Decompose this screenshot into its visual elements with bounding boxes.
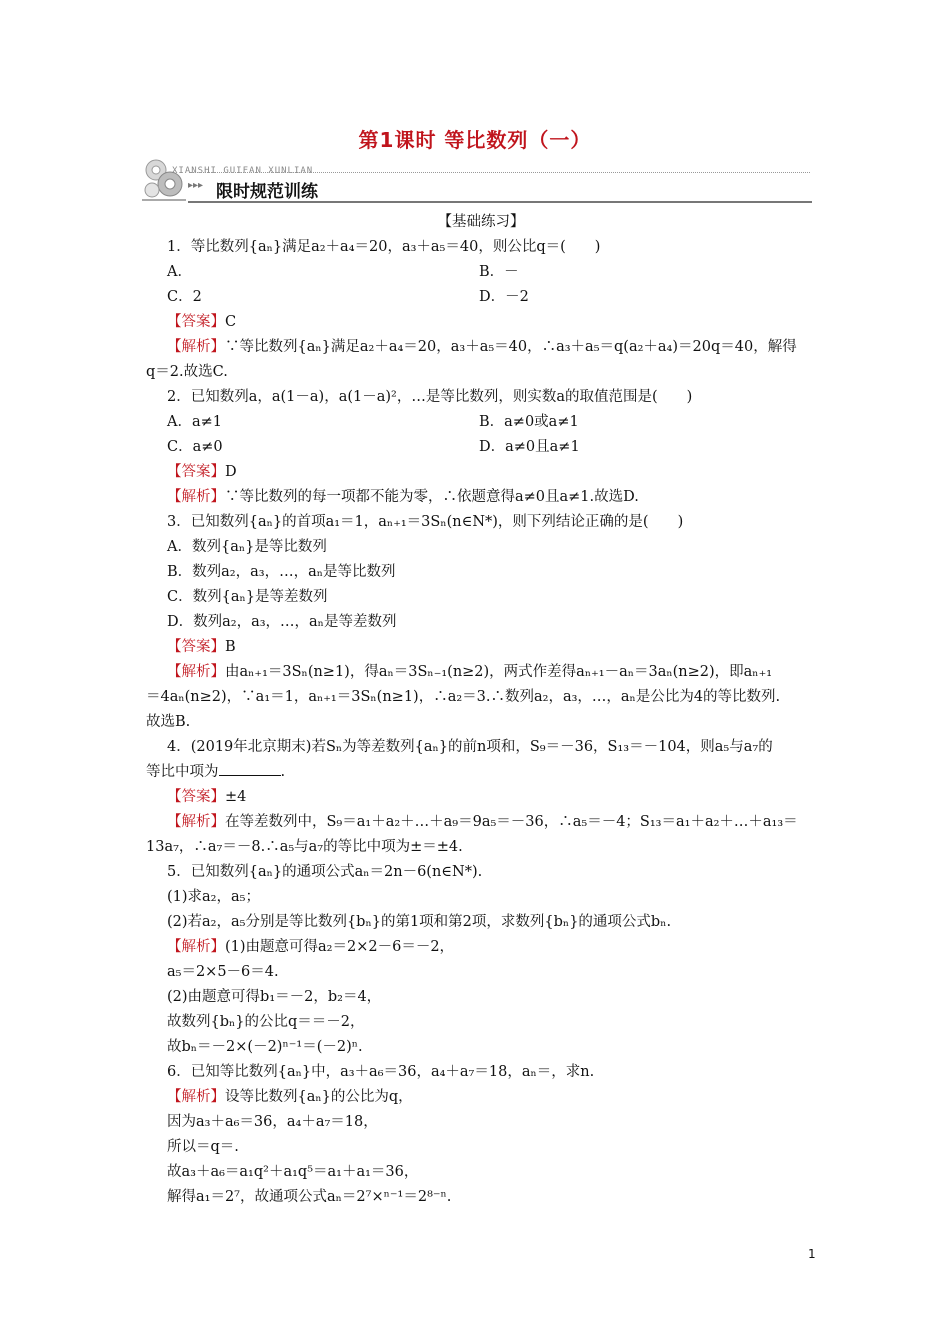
answer-value: D (225, 464, 237, 480)
analysis-line: 解得a₁＝2⁷，故通项公式aₙ＝2⁷×ⁿ⁻¹＝2⁸⁻ⁿ. (167, 1189, 452, 1205)
exercise-content (146, 210, 816, 1210)
answer-value: B (225, 639, 236, 655)
question-6-analysis (146, 1085, 816, 1110)
question-3-analysis (146, 660, 816, 685)
option-b: B．a≠0或a≠1 (479, 414, 579, 430)
question-1-options-row1 (146, 260, 816, 285)
analysis-tag: 【解析】 (167, 664, 225, 680)
option-b: B．－ (479, 264, 519, 280)
analysis-tag: 【解析】 (167, 339, 225, 355)
analysis-tag: 【解析】 (167, 489, 225, 505)
banner-label: 限时规范训练 (216, 182, 318, 202)
question-4-analysis-cont: 13a₇，∴a₇＝－8.∴a₅与a₇的等比中项为±＝±4. (146, 839, 463, 855)
question-3-stem: 3．已知数列{aₙ}的首项a₁＝1，aₙ₊₁＝3Sₙ(n∈N*)，则下列结论正确的是( ) (167, 514, 684, 530)
question-5-analysis (146, 935, 816, 960)
option-c: C．a≠0 (167, 439, 223, 455)
question-5-stem: 5．已知数列{aₙ}的通项公式aₙ＝2n－6(n∈N*). (167, 864, 483, 880)
banner-pinyin: XIANSHI GUIFAN XUNLIAN (172, 166, 314, 176)
question-6-stem: 6．已知等比数列{aₙ}中，a₃＋a₆＝36，a₄＋a₇＝18，aₙ＝，求n. (167, 1064, 595, 1080)
question-4-answer (146, 785, 816, 810)
answer-tag: 【答案】 (167, 464, 225, 480)
banner-dotted-line (190, 172, 810, 173)
analysis-line: 故a₃＋a₆＝a₁q²＋a₁q⁵＝a₁＋a₁＝36， (167, 1164, 419, 1180)
option-c: C．数列{aₙ}是等差数列 (167, 589, 328, 605)
analysis-text: 设等比数列{aₙ}的公比为q， (225, 1089, 413, 1105)
question-4-stem: 4．(2019年北京期末)若Sₙ为等差数列{aₙ}的前n项和，S₉＝－36，S₁₃＝－104，则a₅与a₇的 (167, 739, 773, 755)
question-1-stem: 1．等比数列{aₙ}满足a₂＋a₄＝20，a₃＋a₅＝40，则公比q＝( ) (167, 239, 601, 255)
question-2-options-row1 (146, 410, 816, 435)
question-1-options-row2 (146, 285, 816, 310)
question-3-answer (146, 635, 816, 660)
analysis-line: 所以＝q＝. (167, 1139, 239, 1155)
question-2-analysis (146, 485, 816, 510)
analysis-tag: 【解析】 (167, 814, 225, 830)
question-1-answer (146, 310, 816, 335)
question-3-analysis-end: 故选B. (146, 714, 191, 730)
section-heading: 【基础练习】 (437, 214, 525, 230)
question-4-analysis (146, 810, 816, 835)
analysis-line: a₅＝2×5－6＝4. (167, 964, 279, 980)
analysis-text: ∵等比数列的每一项都不能为零，∴依题意得a≠0且a≠1.故选D. (225, 489, 639, 505)
analysis-line: 因为a₃＋a₆＝36，a₄＋a₇＝18， (167, 1114, 378, 1130)
stem-text: 等比中项为 (146, 764, 219, 780)
question-5-part-2: (2)若a₂，a₅分别是等比数列{bₙ}的第1项和第2项，求数列{bₙ}的通项公式bₙ. (167, 914, 672, 930)
banner-arrows-icon: ▸▸▸ (188, 180, 204, 191)
stem-end: . (280, 764, 286, 780)
answer-value: C (225, 314, 237, 330)
gear-cluster-icon (140, 156, 188, 202)
answer-tag: 【答案】 (167, 789, 225, 805)
analysis-line: (2)由题意可得b₁＝－2，b₂＝4， (167, 989, 382, 1005)
page-title: 第1课时 等比数列（一） (358, 128, 592, 152)
analysis-text: 在等差数列中，S₉＝a₁＋a₂＋…＋a₉＝9a₅＝－36，∴a₅＝－4；S₁₃＝a₁＋a₂＋…＋a₁₃＝ (225, 814, 798, 830)
option-d: D．－2 (479, 289, 529, 305)
option-d: D．数列a₂，a₃，…，aₙ是等差数列 (167, 614, 397, 630)
answer-blank (219, 761, 281, 776)
analysis-tag: 【解析】 (167, 1089, 225, 1105)
analysis-line: 故bₙ＝－2×(－2)ⁿ⁻¹＝(－2)ⁿ. (167, 1039, 363, 1055)
question-3-analysis-cont: ＝4aₙ(n≥2)，∵a₁＝1，aₙ₊₁＝3Sₙ(n≥1)，∴a₂＝3.∴数列a₂，a₃，…，aₙ是公比为4的等比数列. (146, 689, 781, 705)
question-1-analysis (146, 335, 816, 360)
section-banner (140, 154, 812, 206)
analysis-tag: 【解析】 (167, 939, 225, 955)
banner-divider (188, 201, 812, 203)
option-a: A． (167, 264, 192, 280)
question-1-analysis-cont: q＝2.故选C. (146, 364, 228, 380)
question-2-answer (146, 460, 816, 485)
question-4-stem-cont (146, 760, 816, 785)
option-a: A．数列{aₙ}是等比数列 (167, 539, 327, 555)
answer-tag: 【答案】 (167, 639, 225, 655)
option-a: A．a≠1 (167, 414, 222, 430)
question-2-stem: 2．已知数列a，a(1－a)，a(1－a)²，…是等比数列，则实数a的取值范围是( ) (167, 389, 693, 405)
option-b: B．数列a₂，a₃，…，aₙ是等比数列 (167, 564, 396, 580)
question-5-part-1: (1)求a₂，a₅； (167, 889, 260, 905)
analysis-text: ∵等比数列{aₙ}满足a₂＋a₄＝20，a₃＋a₅＝40，∴a₃＋a₅＝q(a₂＋a₄)＝20q＝40，解得 (225, 339, 797, 355)
analysis-line: 故数列{bₙ}的公比q＝＝－2， (167, 1014, 365, 1030)
question-2-options-row2 (146, 435, 816, 460)
option-d: D．a≠0且a≠1 (479, 439, 580, 455)
option-c: C．2 (167, 289, 202, 305)
answer-tag: 【答案】 (167, 314, 225, 330)
answer-value: ±4 (225, 789, 247, 805)
page-number: 1 (808, 1247, 816, 1261)
analysis-text: (1)由题意可得a₂＝2×2－6＝－2， (225, 939, 455, 955)
analysis-text: 由aₙ₊₁＝3Sₙ(n≥1)，得aₙ＝3Sₙ₋₁(n≥2)，两式作差得aₙ₊₁－aₙ＝3aₙ(n≥2)，即aₙ₊₁ (225, 664, 773, 680)
